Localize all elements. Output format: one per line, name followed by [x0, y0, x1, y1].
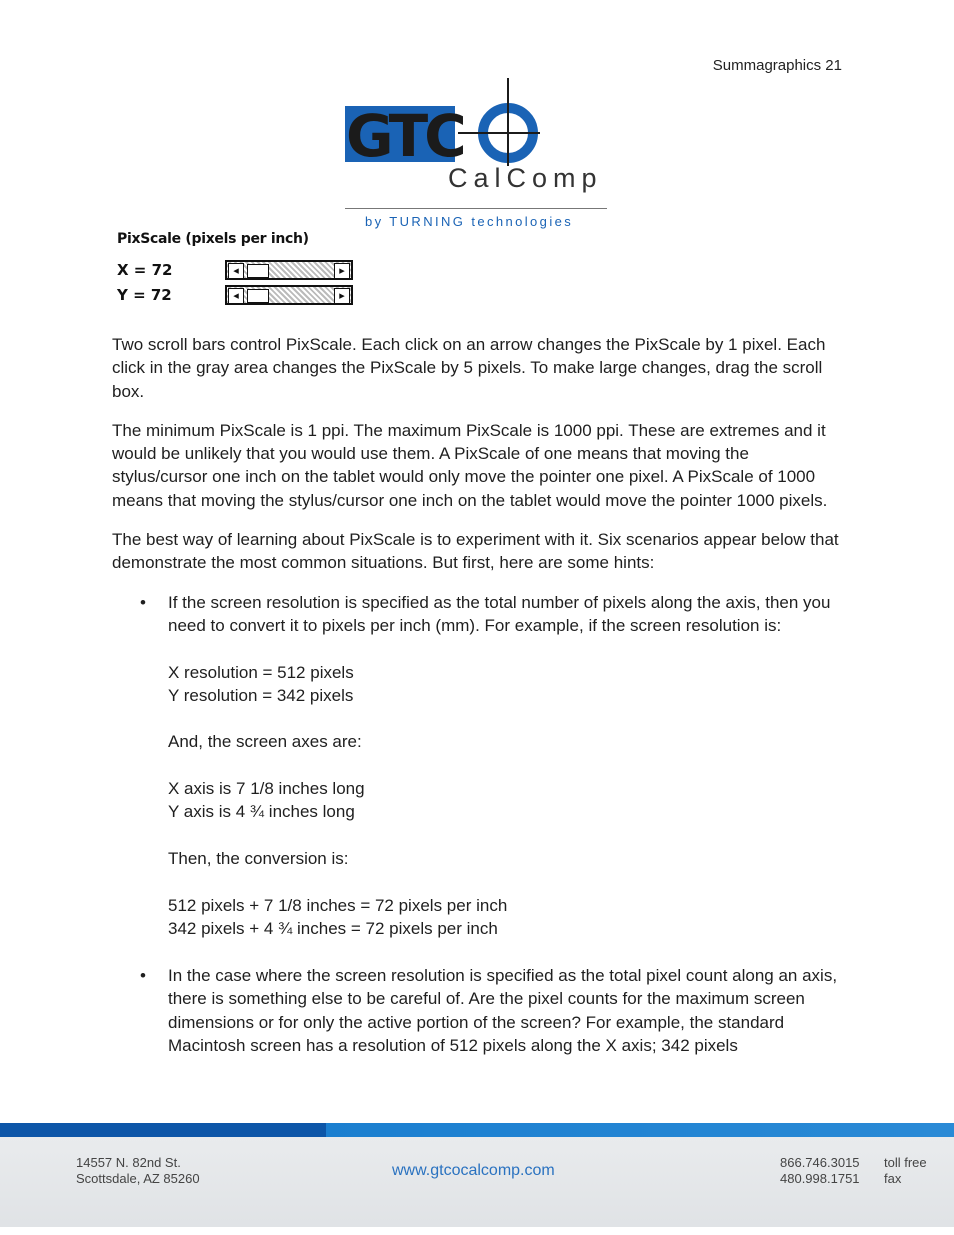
footer-bottom-margin [0, 1227, 954, 1235]
footer-accent-bar [0, 1123, 954, 1137]
footer-website-link[interactable]: www.gtcocalcomp.com [392, 1162, 555, 1179]
gtco-logo-mark [340, 78, 615, 168]
scroll-right-arrow-icon[interactable]: ▸ [334, 263, 350, 279]
logo-divider [345, 208, 607, 209]
hint-list [112, 591, 847, 1058]
pixscale-dialog [117, 231, 357, 309]
pixscale-x-scrollbar[interactable] [225, 260, 353, 280]
pixscale-row-y [117, 285, 357, 307]
phone-number: 480.998.1751 [780, 1171, 860, 1186]
axis-y: Y axis is 4 ¾ inches long [168, 802, 355, 822]
bullet-text: In the case where the screen resolution is specified as the total pixel count along an axis, there is something else to be careful of. Are the pixel counts for the maximum screen dimensions or for only the active portion of the screen? For example, the standard Macintosh screen has a resolution of 512 pixels along the X axis; 342 pixels [168, 966, 838, 1056]
logo-tagline: by TURNING technologies [365, 214, 574, 229]
footer-phone-labels [884, 1155, 927, 1187]
paragraph: The best way of learning about PixScale is to experiment with it. Six scenarios appear below that demonstrate the most common situations. But first, here are some hints: [112, 530, 839, 573]
pixscale-x-label: X = 72 [117, 261, 173, 279]
svg-text:GTC: GTC [346, 102, 463, 168]
calcomp-wordmark: CalComp [448, 163, 603, 193]
list-item [112, 591, 847, 950]
conversion-x: 512 pixels + 7 1/8 inches = 72 pixels per inch [168, 895, 508, 915]
axis-x: X axis is 7 1/8 inches long [168, 779, 365, 799]
address-line: Scottsdale, AZ 85260 [76, 1171, 200, 1186]
conversion-y: 342 pixels + 4 ¾ inches = 72 pixels per inch [168, 918, 498, 938]
page-number-header: Summagraphics 21 [712, 57, 842, 74]
gtco-calcomp-logo [340, 78, 615, 230]
pixscale-row-x [117, 260, 357, 282]
paragraph: Two scroll bars control PixScale. Each click on an arrow changes the PixScale by 1 pixel. Each click in the gray area changes the PixScale by 5 pixels. To make large changes, drag the scroll box. [112, 335, 826, 401]
bullet-intro: If the screen resolution is specified as the total number of pixels along the axis, then you need to convert it to pixels per inch (mm). For example, if the screen resolution is: [168, 592, 831, 635]
scroll-box[interactable] [247, 264, 269, 278]
phone-label: fax [884, 1171, 902, 1186]
scroll-left-arrow-icon[interactable]: ◂ [228, 288, 244, 304]
scroll-right-arrow-icon[interactable]: ▸ [334, 288, 350, 304]
scroll-box[interactable] [247, 289, 269, 303]
pixscale-y-label: Y = 72 [117, 286, 172, 304]
paragraph: The minimum PixScale is 1 ppi. The maximum PixScale is 1000 ppi. These are extremes and it would be unlikely that you would use them. A PixScale of one means that moving the stylus/cursor one inch on the tablet would only move the pointer one pixel. A PixScale of 1000 means that moving the stylus/cursor one inch on the tablet would move the pointer 1000 pixels. [112, 420, 828, 510]
pixscale-title: PixScale (pixels per inch) [117, 231, 309, 247]
pixscale-y-scrollbar[interactable] [225, 285, 353, 305]
phone-label: toll free [884, 1155, 927, 1170]
page-footer [0, 1137, 954, 1235]
list-item [112, 964, 847, 1057]
resolution-y: Y resolution = 342 pixels [168, 685, 354, 705]
bullet-icon: • [140, 592, 146, 612]
footer-phone-numbers [780, 1155, 860, 1187]
address-line: 14557 N. 82nd St. [76, 1155, 181, 1170]
phone-number: 866.746.3015 [780, 1155, 860, 1170]
footer-address [76, 1155, 200, 1187]
document-body [112, 333, 847, 1071]
conversion-intro: Then, the conversion is: [168, 848, 349, 868]
bullet-icon: • [140, 966, 146, 986]
resolution-x: X resolution = 512 pixels [168, 662, 354, 682]
axes-intro: And, the screen axes are: [168, 732, 362, 752]
scroll-left-arrow-icon[interactable]: ◂ [228, 263, 244, 279]
